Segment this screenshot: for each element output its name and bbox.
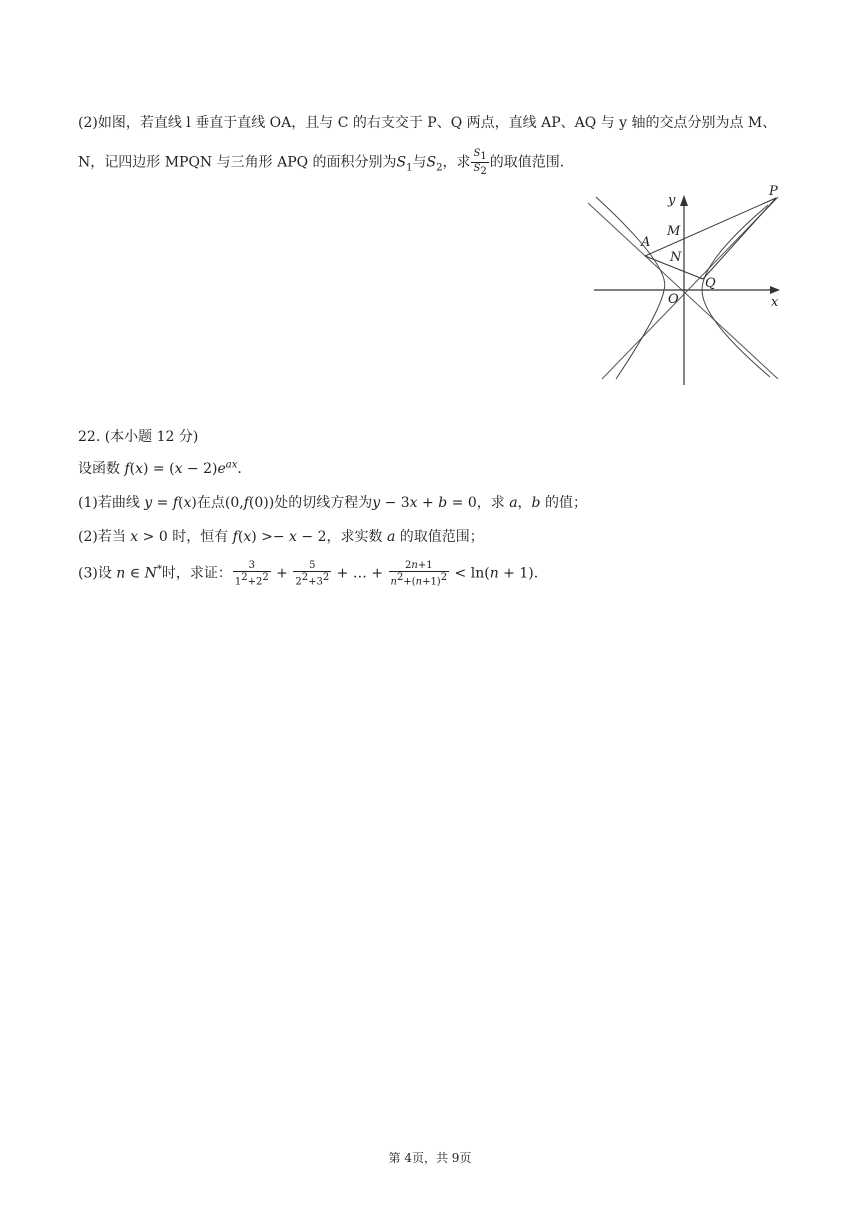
label-Q: Q <box>705 276 716 291</box>
q22-part1: (1)若曲线 y = f(x)在点(0,f(0))处的切线方程为y − 3x + b = 0，求 a，b 的值； <box>78 495 587 511</box>
line-PQ <box>703 198 776 279</box>
q21-part2-line2: N，记四边形 MPQN 与三角形 APQ 的面积分别为$S_1$与$S_2$，求 $\frac{S_1}{S_2}$ 的取值范围. <box>78 148 565 177</box>
q21-part2-text2a: N，记四边形 MPQN 与三角形 APQ 的面积分别为 <box>78 154 397 171</box>
hyperbola-right-branch <box>702 205 770 377</box>
q21-part2-text2b: 的取值范围. <box>489 154 565 171</box>
q22-part3: (3)设 n ∈ N*时，求证： $\frac{3}{1^2+2^2}$ + $\frac{5}{2^2+3^2}$ + … + $\frac{2n+1}{n^2+(n+1)^2}$ < ln(n + 1). <box>78 560 539 588</box>
label-O: O <box>668 292 679 307</box>
y-axis-arrow <box>680 195 688 206</box>
q22-p3-text-a: (3)设 <box>78 565 112 582</box>
hyperbola-figure <box>580 183 785 388</box>
sum-term-2: $\frac{5}{2^2+3^2}$ <box>295 560 330 588</box>
label-A: A <box>641 235 651 250</box>
label-P: P <box>769 184 778 199</box>
label-x: x <box>771 295 779 310</box>
q22-p1-text-c: 处的切线方程为 <box>274 495 373 511</box>
label-N: N <box>670 250 682 265</box>
q22-p2-text-a: (2)若当 <box>78 529 126 545</box>
sum-term-1: $\frac{3}{1^2+2^2}$ <box>234 560 269 588</box>
s1-over-s2-fraction: $\frac{S_1}{S_2}$ <box>473 148 487 177</box>
sum-term-n: $\frac{2n+1}{n^2+(n+1)^2}$ <box>390 560 448 588</box>
q22-p2-text-b: 时，恒有 <box>172 529 229 545</box>
q22-p2-text-d: 的取值范围； <box>399 529 484 545</box>
q22-p1-text-e: 的值； <box>544 495 587 511</box>
hyperbola-left-branch <box>596 197 665 379</box>
q22-heading <box>78 426 198 446</box>
label-M: M <box>667 224 681 239</box>
asymptote-2 <box>602 197 778 379</box>
q22-p1-text-b: 在点 <box>196 495 225 511</box>
page-number: 第 4页，共 9页 <box>388 1151 472 1165</box>
asymptote-1 <box>588 203 778 379</box>
q21-part2-text1: (2)如图，若直线 l 垂直于直线 OA，且与 C 的右支交于 P、Q 两点，直线 AP、AQ 与 y 轴的交点分别为点 M、 <box>78 115 777 131</box>
x-axis-arrow <box>770 286 780 294</box>
q22-p3-text-b: 时，求证： <box>161 565 232 582</box>
line-AP <box>645 198 776 256</box>
q22-heading-text: 22. (本小题 12 分) <box>78 429 199 445</box>
page-footer <box>0 1149 860 1166</box>
q22-p1-text-a: (1)若曲线 <box>78 495 140 511</box>
label-y: y <box>668 193 676 208</box>
q22-setup-text: 设函数 <box>78 461 120 477</box>
q22-p1-text-d: ，求 <box>476 495 505 511</box>
q22-part2: (2)若当 x > 0 时，恒有 f(x) >− x − 2，求实数 a 的取值范围； <box>78 529 484 545</box>
q22-p2-text-c: ，求实数 <box>326 529 383 545</box>
q21-part2-line1 <box>78 112 776 132</box>
q22-setup: 设函数 $f(x) = (x - 2)e^{ax}$. <box>78 459 242 477</box>
